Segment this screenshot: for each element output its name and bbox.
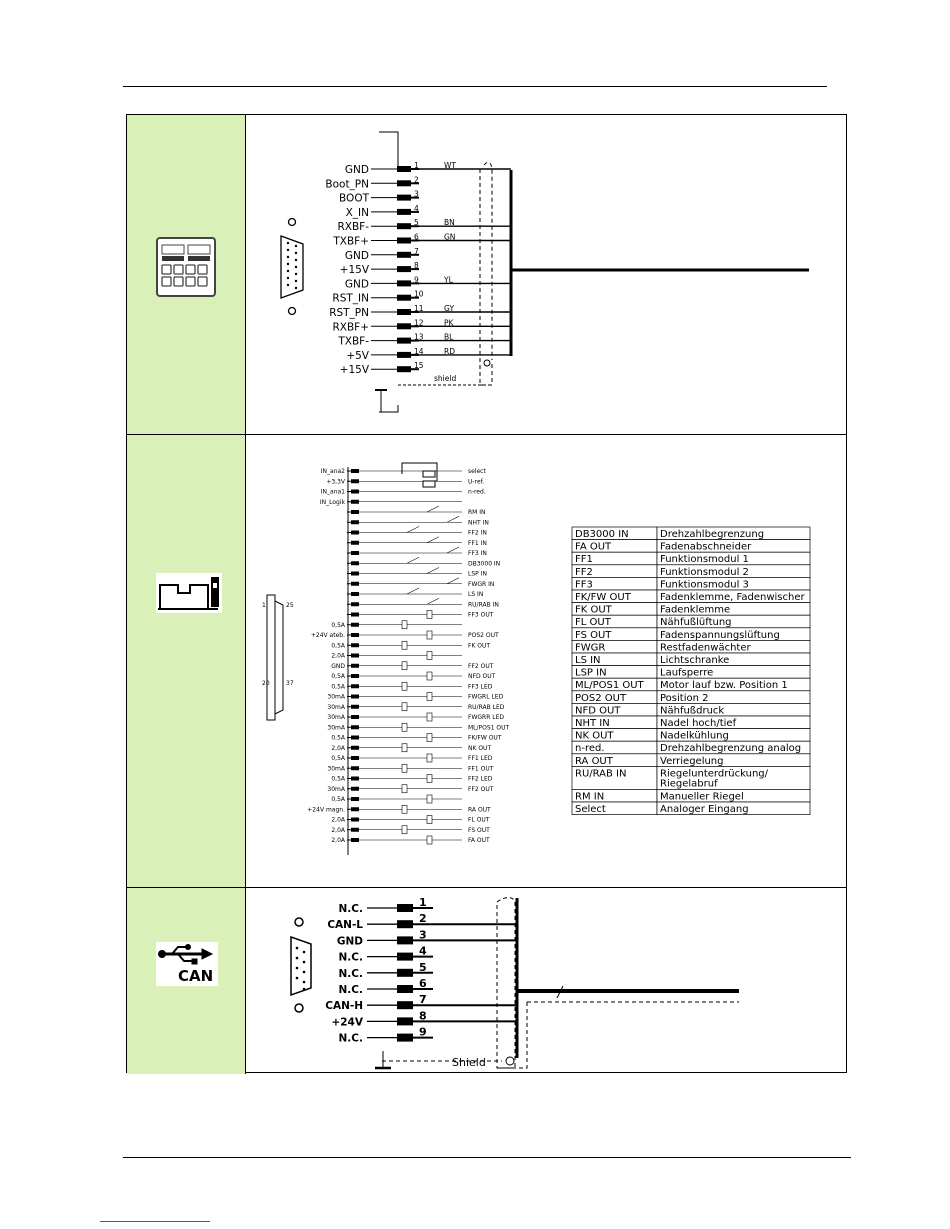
pin-contact bbox=[351, 510, 359, 514]
can-pin-label: N.C. bbox=[338, 903, 363, 915]
pin-right-label: select bbox=[468, 468, 486, 475]
can-pin-label: CAN-H bbox=[325, 1000, 363, 1013]
pin-number: 11 bbox=[414, 304, 424, 313]
pin-label: Boot_PN bbox=[325, 178, 369, 191]
load-element bbox=[402, 744, 407, 752]
pin-contact bbox=[397, 266, 411, 272]
pin-contact bbox=[351, 613, 359, 617]
switch-contact bbox=[447, 547, 459, 553]
pin-contact bbox=[351, 736, 359, 740]
meaning-text: Analoger Eingang bbox=[660, 804, 749, 815]
pin-left-label: 0,5A bbox=[331, 775, 345, 783]
load-element bbox=[402, 785, 407, 793]
pin-right-label: FK/FW OUT bbox=[468, 734, 502, 742]
pin-contact bbox=[351, 520, 359, 524]
load-element bbox=[402, 805, 407, 813]
pin-contact bbox=[397, 904, 413, 912]
pin-number: 2 bbox=[419, 912, 427, 926]
meaning-text: Verriegelung bbox=[660, 755, 724, 767]
load-element bbox=[427, 631, 432, 639]
pin-number: 3 bbox=[419, 928, 427, 942]
meaning-text: Position 2 bbox=[660, 692, 709, 704]
pin-label: BOOT bbox=[339, 192, 369, 205]
pin-contact bbox=[351, 633, 359, 637]
row2-icon-cell bbox=[127, 435, 246, 887]
pin-right-label: FA OUT bbox=[468, 837, 490, 844]
can-pin-label: N.C. bbox=[338, 1032, 363, 1045]
pin-left-label: 0,5A bbox=[331, 621, 345, 629]
pin-contact bbox=[351, 715, 359, 719]
abbrev-text: NFD OUT bbox=[575, 705, 621, 717]
pin-contact bbox=[351, 766, 359, 770]
meaning-text: Drehzahlbegrenzung analog bbox=[660, 743, 802, 755]
pin-right-label: FF2 LED bbox=[468, 775, 493, 783]
pin-number: 7 bbox=[419, 993, 427, 1007]
load-element bbox=[427, 693, 432, 701]
pin-left-label: 2,0A bbox=[331, 744, 345, 752]
can-icon-label: CAN bbox=[178, 967, 214, 985]
pin-left-label: 2,0A bbox=[331, 816, 345, 824]
pin-label: RXBF+ bbox=[332, 321, 369, 334]
pin-contact bbox=[397, 1017, 413, 1025]
pin-contact bbox=[397, 323, 411, 329]
switch-contact bbox=[447, 578, 459, 584]
pin-number: 9 bbox=[414, 275, 419, 285]
pin-label: RXBF- bbox=[337, 221, 369, 234]
pin-contact bbox=[397, 953, 413, 961]
pin-contact bbox=[351, 838, 359, 842]
pin-contact bbox=[351, 490, 359, 494]
pin-number: 4 bbox=[419, 944, 427, 958]
panel-37pin-connector bbox=[247, 435, 846, 887]
pin-right-label: FF1 OUT bbox=[468, 765, 494, 773]
meaning-text: Fadenklemme, Fadenwischer bbox=[660, 592, 805, 603]
pin-contact bbox=[351, 551, 359, 555]
meaning-text: Funktionsmodul 3 bbox=[660, 579, 749, 591]
pin-contact bbox=[351, 479, 359, 483]
abbrev-text: LS IN bbox=[575, 655, 601, 666]
pin-left-label: 30mA bbox=[327, 714, 345, 721]
pin-contact bbox=[397, 1001, 413, 1009]
pin-left-label: GND bbox=[331, 662, 345, 670]
pin-label: RST_PN bbox=[329, 307, 369, 319]
pin-number: 5 bbox=[419, 960, 427, 974]
wire-color-label: YL bbox=[444, 275, 453, 285]
pin-right-label: n-red. bbox=[468, 488, 486, 496]
abbrev-text: FS OUT bbox=[575, 629, 612, 641]
abbrev-text: FF3 bbox=[575, 579, 593, 591]
abbrev-text: LSP IN bbox=[575, 667, 607, 679]
meaning-text: Fadenspannungslüftung bbox=[660, 629, 780, 641]
pin-contact bbox=[397, 969, 413, 977]
pin-contact bbox=[351, 541, 359, 545]
pin-number: 2 bbox=[414, 175, 419, 185]
load-element bbox=[427, 795, 432, 803]
pin-contact bbox=[397, 366, 411, 372]
pin-contact bbox=[351, 725, 359, 729]
pin-left-label: 30mA bbox=[327, 785, 345, 793]
pin-contact bbox=[351, 674, 359, 678]
pin-contact bbox=[351, 582, 359, 586]
pin-contact bbox=[351, 623, 359, 627]
load-element bbox=[427, 836, 432, 844]
pin-contact bbox=[351, 531, 359, 535]
pin-contact bbox=[397, 352, 411, 358]
pinout-table bbox=[126, 114, 847, 1073]
meaning-text: Fadenabschneider bbox=[660, 541, 752, 553]
pin-number: 6 bbox=[419, 977, 427, 990]
wire-color-label: BN bbox=[444, 218, 455, 228]
pin-right-label: FF3 IN bbox=[468, 550, 487, 557]
pin-contact bbox=[397, 209, 411, 215]
abbrev-text: NHT IN bbox=[575, 718, 610, 729]
meaning-text: Nähfußdruck bbox=[660, 705, 725, 717]
pin-left-label: 30mA bbox=[327, 765, 345, 773]
switch-contact bbox=[407, 527, 419, 533]
pin-contact bbox=[351, 807, 359, 811]
connector-mark: 25 bbox=[286, 602, 294, 609]
load-element bbox=[427, 734, 432, 742]
load-element bbox=[402, 662, 407, 670]
meaning-text: Fadenklemme bbox=[660, 604, 731, 616]
pin-label: TXBF- bbox=[338, 335, 369, 348]
abbrev-text: ML/POS1 OUT bbox=[575, 680, 644, 692]
switch-contact bbox=[407, 557, 419, 563]
pin-contact bbox=[351, 787, 359, 791]
pin-right-label: RU/RAB IN bbox=[468, 601, 499, 609]
abbrev-text: POS2 OUT bbox=[575, 692, 627, 704]
pin-contact bbox=[397, 223, 411, 229]
pin-contact bbox=[351, 684, 359, 688]
can-pin-label: N.C. bbox=[338, 984, 363, 996]
pin-label: +15V bbox=[339, 364, 369, 377]
usb-can-icon bbox=[156, 942, 218, 986]
load-element bbox=[402, 703, 407, 711]
abbrev-text: FF2 bbox=[575, 566, 593, 578]
load-element bbox=[427, 652, 432, 660]
pin-contact bbox=[397, 252, 411, 258]
pin-right-label: RM IN bbox=[468, 509, 486, 516]
dsub37-connector-icon bbox=[267, 595, 283, 720]
connector-mark: 37 bbox=[286, 680, 294, 687]
wire-color-label: RD bbox=[444, 346, 455, 356]
switch-contact bbox=[427, 506, 439, 512]
meaning-text: Nadel hoch/tief bbox=[660, 718, 737, 729]
pin-left-label: +24V ateb. bbox=[310, 632, 345, 639]
switch-contact bbox=[427, 598, 439, 604]
pin-left-label: 0,5A bbox=[331, 734, 345, 742]
meaning-text: Riegelunterdrückung/ bbox=[660, 768, 769, 780]
pin-number: 5 bbox=[414, 218, 419, 228]
pin-left-label: +3,3V bbox=[326, 478, 345, 486]
load-element bbox=[402, 621, 407, 629]
wire-color-label: GN bbox=[444, 232, 456, 242]
load-element bbox=[427, 713, 432, 721]
pin-right-label: FF1 IN bbox=[468, 539, 487, 547]
abbrev-text: RM IN bbox=[575, 791, 605, 803]
pin-right-label: FL OUT bbox=[468, 816, 490, 824]
panel-9pin-can-connector bbox=[247, 888, 846, 1074]
meaning-text: Nadelkühlung bbox=[660, 730, 729, 742]
abbrev-text: NK OUT bbox=[575, 730, 614, 742]
pin-contact bbox=[397, 280, 411, 286]
load-element bbox=[427, 816, 432, 824]
pin-contact bbox=[351, 828, 359, 832]
abbrev-text: FK OUT bbox=[575, 604, 612, 616]
switch-contact bbox=[427, 568, 439, 574]
meaning-text: Restfadenwächter bbox=[660, 642, 751, 654]
pin-right-label: FF2 OUT bbox=[468, 785, 494, 793]
pin-number: 1 bbox=[419, 896, 427, 909]
pin-contact bbox=[351, 746, 359, 750]
pin-contact bbox=[397, 238, 411, 244]
wire-color-label: GY bbox=[444, 304, 455, 313]
pin-contact bbox=[351, 664, 359, 668]
pin-right-label: FS OUT bbox=[468, 826, 490, 834]
pin-number: 8 bbox=[419, 1009, 427, 1023]
pin-left-label: IN_Logik bbox=[319, 498, 345, 506]
pin-number: 13 bbox=[414, 332, 424, 342]
pin-right-label: FF1 LED bbox=[468, 755, 493, 762]
abbrev-text: RA OUT bbox=[575, 755, 613, 767]
meaning-text: Riegelabruf bbox=[660, 778, 718, 790]
pin-label: X_IN bbox=[345, 206, 369, 219]
connector-mark: 20 bbox=[262, 680, 270, 687]
pin-contact bbox=[351, 561, 359, 565]
meaning-text: Motor lauf bzw. Position 1 bbox=[660, 680, 788, 692]
pin-right-label: LSP IN bbox=[468, 570, 487, 578]
pin-left-label: 0,5A bbox=[331, 673, 345, 680]
pin-number: 15 bbox=[414, 361, 424, 371]
load-element bbox=[427, 754, 432, 762]
pin-contact bbox=[351, 643, 359, 647]
pin-right-label: LS IN bbox=[468, 591, 484, 598]
meaning-text: Drehzahlbegrenzung bbox=[660, 529, 765, 540]
pin-contact bbox=[397, 166, 411, 172]
pin-left-label: 2,0A bbox=[331, 826, 345, 834]
switch-contact bbox=[407, 588, 419, 594]
pin-contact bbox=[351, 797, 359, 801]
pin-right-label: POS2 OUT bbox=[468, 632, 499, 639]
abbrev-text: FWGR bbox=[575, 642, 606, 654]
pin-right-label: FK OUT bbox=[468, 642, 491, 650]
pin-right-label: FWGR IN bbox=[468, 580, 495, 588]
pin-label: RST_IN bbox=[332, 292, 369, 305]
can-pin-label: GND bbox=[336, 935, 363, 948]
pin-contact bbox=[397, 338, 411, 344]
pin-contact bbox=[351, 602, 359, 606]
load-element bbox=[402, 682, 407, 690]
pin-contact bbox=[397, 985, 413, 993]
pin-number: 12 bbox=[414, 318, 424, 328]
pin-number: 1 bbox=[414, 161, 419, 170]
pin-contact bbox=[351, 695, 359, 699]
panel-15pin-connector bbox=[247, 115, 846, 434]
pin-contact bbox=[397, 180, 411, 186]
pin-right-label: FF2 IN bbox=[468, 529, 487, 537]
pin-contact bbox=[351, 818, 359, 822]
pin-left-label: IN_ana2 bbox=[320, 468, 345, 475]
pin-contact bbox=[397, 295, 411, 301]
wiring-diagram-15pin bbox=[247, 115, 847, 434]
pin-number: 4 bbox=[414, 203, 419, 213]
load-element bbox=[402, 723, 407, 731]
display-panel-icon bbox=[156, 237, 216, 297]
pin-contact bbox=[351, 756, 359, 760]
load-element bbox=[427, 611, 432, 619]
pin-right-label: RA OUT bbox=[468, 806, 491, 814]
wiring-diagram-can bbox=[247, 888, 847, 1074]
pin-contact bbox=[351, 572, 359, 576]
pin-left-label: 0,5A bbox=[331, 755, 345, 762]
pin-contact bbox=[351, 469, 359, 473]
abbrev-text: DB3000 IN bbox=[575, 529, 629, 540]
switch-contact bbox=[427, 537, 439, 543]
wire-color-label: PK bbox=[444, 318, 454, 328]
pin-right-label: RU/RAB LED bbox=[468, 703, 505, 711]
meaning-text: Lichtschranke bbox=[660, 655, 730, 666]
row1-icon-cell bbox=[127, 115, 246, 434]
pin-contact bbox=[397, 936, 413, 944]
meaning-text: Laufsperre bbox=[660, 667, 714, 679]
pin-left-label: IN_ana1 bbox=[320, 488, 345, 496]
switch-contact bbox=[447, 516, 459, 522]
connector-mark: 1 bbox=[262, 602, 266, 609]
pin-contact bbox=[397, 1034, 413, 1042]
pin-left-label: 2,0A bbox=[331, 652, 345, 660]
load-element bbox=[402, 826, 407, 834]
pin-right-label: FF3 LED bbox=[468, 683, 493, 691]
pin-number: 3 bbox=[414, 189, 419, 199]
pin-label: GND bbox=[344, 278, 369, 291]
pin-contact bbox=[351, 654, 359, 658]
can-pin-label: N.C. bbox=[338, 951, 363, 964]
dsub9-connector-icon bbox=[291, 918, 311, 1012]
pin-left-label: 30mA bbox=[327, 703, 345, 711]
abbrev-text: FL OUT bbox=[575, 617, 611, 629]
abbrev-text: FF1 bbox=[575, 554, 593, 566]
machine-connector-icon bbox=[156, 573, 222, 613]
can-pin-label: N.C. bbox=[338, 967, 363, 980]
load-element bbox=[427, 775, 432, 783]
pin-contact bbox=[351, 592, 359, 596]
pin-label: TXBF+ bbox=[333, 235, 369, 248]
pin-number: 9 bbox=[419, 1025, 427, 1039]
load-element bbox=[402, 641, 407, 649]
wire-color-label: BL bbox=[444, 332, 454, 342]
row3-icon-cell bbox=[127, 888, 246, 1074]
pin-right-label: ML/POS1 OUT bbox=[468, 724, 510, 732]
pin-number: 14 bbox=[414, 346, 424, 356]
load-element bbox=[427, 672, 432, 680]
can-pin-label: CAN-L bbox=[327, 919, 363, 932]
pin-right-label: U-ref. bbox=[468, 478, 485, 486]
abbrev-text: RU/RAB IN bbox=[575, 768, 627, 780]
abbrev-text: FA OUT bbox=[575, 541, 612, 553]
footer-rule bbox=[123, 1157, 851, 1158]
pin-right-label: FF2 OUT bbox=[468, 662, 494, 670]
pin-contact bbox=[351, 500, 359, 504]
pin-left-label: +24V magn. bbox=[307, 806, 345, 814]
pin-label: +15V bbox=[339, 264, 369, 277]
pin-number: 10 bbox=[414, 289, 424, 299]
dsub15-connector-icon bbox=[281, 219, 303, 315]
pin-contact bbox=[351, 705, 359, 709]
pin-contact bbox=[397, 195, 411, 201]
pin-left-label: 2,0A bbox=[331, 837, 345, 844]
pin-right-label: NHT IN bbox=[468, 519, 489, 527]
pin-right-label: FF3 OUT bbox=[468, 611, 494, 619]
meaning-text: Funktionsmodul 1 bbox=[660, 554, 749, 566]
pin-right-label: FWGRR LED bbox=[468, 714, 505, 721]
pin-label: GND bbox=[344, 249, 369, 262]
pin-right-label: FWGRL LED bbox=[468, 693, 504, 701]
pin-contact bbox=[397, 309, 411, 315]
pin-left-label: 30mA bbox=[327, 693, 345, 701]
pin-left-label: 0,5A bbox=[331, 796, 345, 803]
abbrev-text: FK/FW OUT bbox=[575, 592, 631, 603]
pin-left-label: 0,5A bbox=[331, 683, 345, 691]
wiring-diagram-37pin bbox=[247, 435, 847, 887]
pin-label: GND bbox=[344, 164, 369, 176]
pin-right-label: DB3000 IN bbox=[468, 560, 501, 568]
can-pin-label: +24V bbox=[331, 1016, 363, 1029]
pin-right-label: NFD OUT bbox=[468, 673, 496, 680]
pin-left-label: 0,5A bbox=[331, 642, 345, 650]
load-element bbox=[402, 764, 407, 772]
pin-label: +5V bbox=[346, 349, 369, 362]
pin-left-label: 30mA bbox=[327, 724, 345, 732]
pin-contact bbox=[397, 920, 413, 928]
pin-number: 6 bbox=[414, 232, 419, 242]
meaning-text: Funktionsmodul 2 bbox=[660, 566, 749, 578]
header-rule bbox=[123, 86, 827, 87]
pin-contact bbox=[351, 777, 359, 781]
abbrev-text: Select bbox=[575, 804, 606, 815]
abbrev-text: n-red. bbox=[575, 743, 605, 755]
pin-right-label: NK OUT bbox=[468, 744, 492, 752]
meaning-text: Manueller Riegel bbox=[660, 791, 744, 803]
wire-color-label: WT bbox=[444, 161, 456, 170]
pin-number: 8 bbox=[414, 261, 419, 271]
pin-number: 7 bbox=[414, 246, 419, 256]
shield-label: Shield bbox=[452, 1056, 486, 1069]
footer-link-underline bbox=[100, 1221, 210, 1222]
shield-label: shield bbox=[434, 374, 457, 383]
meaning-text: Nähfußlüftung bbox=[660, 617, 732, 629]
